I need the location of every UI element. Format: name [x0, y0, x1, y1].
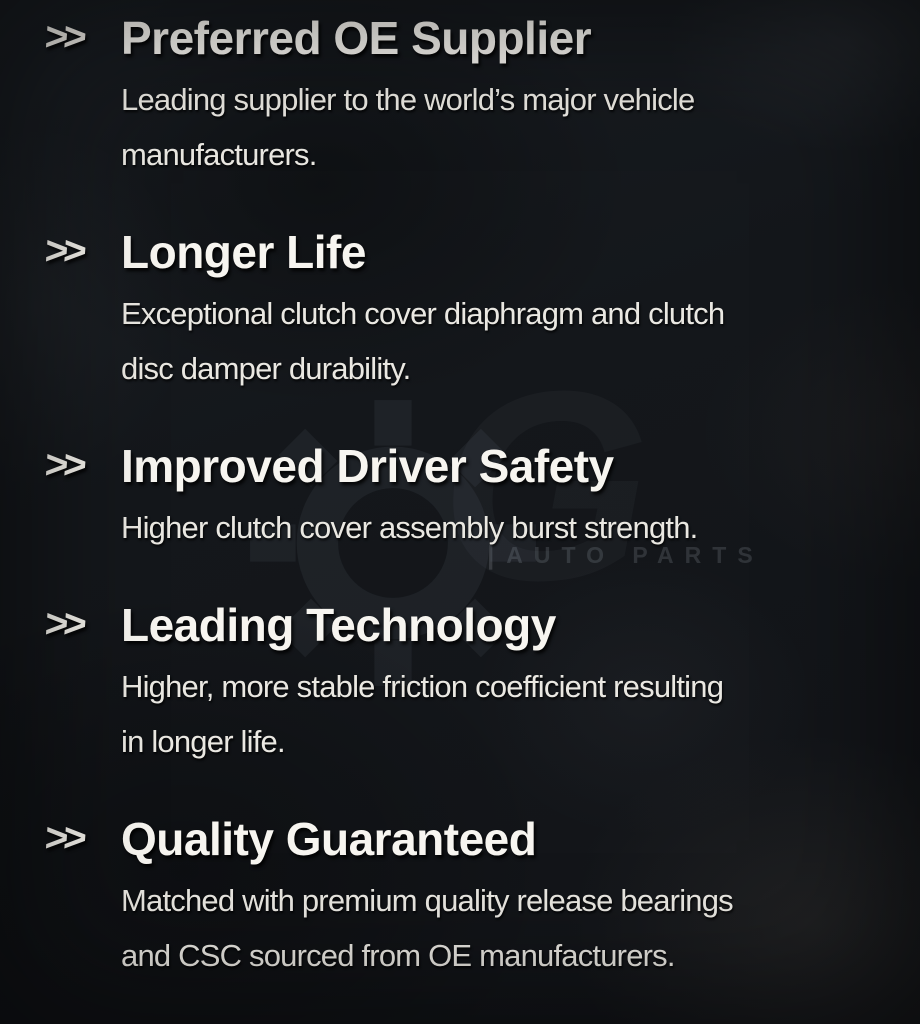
feature-description-line: Leading supplier to the world’s major vehicle [121, 82, 695, 117]
chevron-bullet-icon: >> [43, 602, 84, 646]
feature-title: Longer Life [121, 226, 366, 278]
feature-title: Improved Driver Safety [121, 440, 614, 492]
watermark-label: AUTO PARTS [506, 542, 764, 568]
watermark-divider: | [487, 540, 495, 570]
feature-description-line: manufacturers. [121, 137, 317, 172]
feature-description-line: Higher, more stable friction coefficient resulting [121, 669, 724, 704]
feature-title: Leading Technology [121, 599, 556, 651]
feature-description-line: Higher clutch cover assembly burst strength. [121, 510, 698, 545]
feature-description-line: and CSC sourced from OE manufacturers. [121, 938, 675, 973]
feature-description-line: disc damper durability. [121, 351, 411, 386]
feature-item-preferred-oe-supplier [45, 12, 890, 182]
feature-description-line: Matched with premium quality release bearings [121, 883, 733, 918]
feature-description-line: in longer life. [121, 724, 285, 759]
feature-title: Preferred OE Supplier [121, 12, 592, 64]
chevron-bullet-icon: >> [43, 816, 84, 860]
feature-item-improved-driver-safety [45, 440, 890, 555]
feature-title: Quality Guaranteed [121, 813, 537, 865]
feature-heading-row [45, 440, 890, 492]
feature-heading-row [45, 813, 890, 865]
feature-item-quality-guaranteed [45, 813, 890, 983]
feature-description [121, 500, 890, 555]
feature-description [121, 659, 890, 769]
feature-item-leading-technology [45, 599, 890, 769]
feature-heading-row [45, 12, 890, 64]
chevron-bullet-icon: >> [43, 229, 84, 273]
feature-heading-row [45, 599, 890, 651]
feature-description-line: Exceptional clutch cover diaphragm and clutch [121, 296, 725, 331]
feature-description [121, 873, 890, 983]
chevron-bullet-icon: >> [43, 15, 84, 59]
chevron-bullet-icon: >> [43, 443, 84, 487]
feature-description [121, 286, 890, 396]
feature-description [121, 72, 890, 182]
feature-item-longer-life [45, 226, 890, 396]
feature-heading-row [45, 226, 890, 278]
